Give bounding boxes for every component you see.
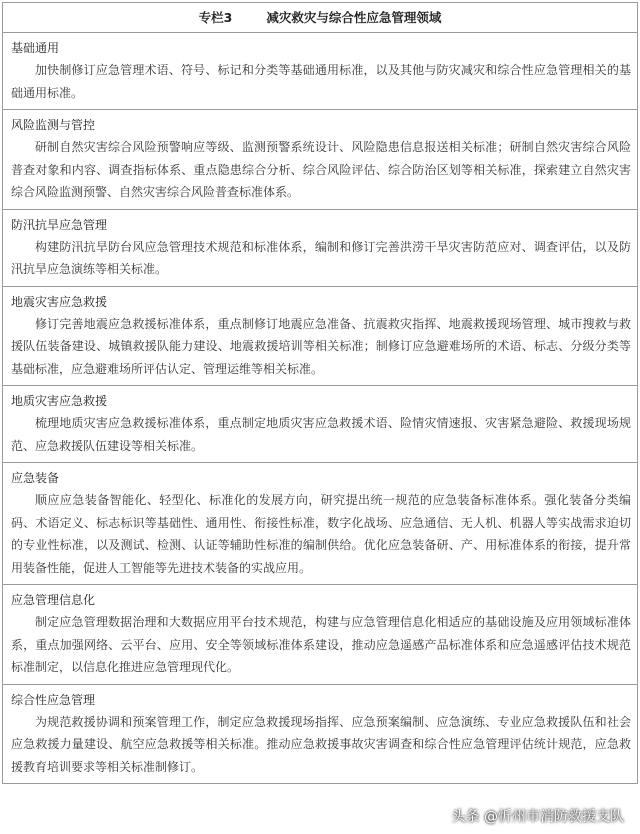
watermark-text: 头条 @忻州市消防救援支队: [451, 809, 624, 825]
section-risk-monitoring: [3, 110, 637, 210]
section-body: 梳理地质灾害应急救援标准体系，重点制定地质灾害应急救援术语、险情灾情速报、灾害紧急避险、救援现场规范、应急救援队伍建设等相关标准。: [11, 416, 631, 453]
section-heading: 综合性应急管理: [11, 692, 96, 707]
table-title-row: [3, 3, 637, 33]
title-label: 专栏3: [198, 10, 233, 25]
section-body: 顺应应急装备智能化、轻型化、标准化的发展方向，研究提出统一规范的应急装备标准体系。强化装备分类编码、术语定义、标志标识等基础性、通用性、衔接性标准，数字化战场、应急通信、无人机、机器人等实战需求迫切的专业性标准，以及测试、检测、认证等辅助性标准的编制供给。优化应急装备研、产、用标准体系的衔接，提升常用装备性能，促进人工智能等先进技术装备的实战应用。: [11, 493, 631, 575]
section-emergency-equipment: [3, 463, 637, 585]
section-heading: 基础通用: [11, 41, 60, 55]
section-body: 为规范救援协调和预案管理工作，制定应急救援现场指挥、应急预案编制、应急演练、专业应急救援队伍和社会应急救援力量建设、航空应急救援等相关标准。推动应急救援事故灾害调查和综合性应急管理评估统计规范，应急救援教育培训要求等相关标准制修订。: [11, 714, 631, 774]
section-basic-general: [3, 33, 637, 110]
watermark: [452, 806, 624, 826]
section-body: 研制自然灾害综合风险预警响应等级、监测预警系统设计、风险隐患信息报送相关标准；研制自然灾害综合风险普查对象和内容、调查指标体系、重点隐患综合分析、综合风险评估、综合防治区划等相关标准，探索建立自然灾害综合风险监测预警、自然灾害综合风险普查标准体系。: [11, 140, 631, 199]
section-heading: 防汛抗旱应急管理: [11, 217, 108, 232]
standards-table: [2, 2, 638, 784]
section-body: 构建防汛抗旱防台风应急管理技术规范和标准体系，编制和修订完善洪涝干旱灾害防范应对、调查评估，以及防汛抗旱应急演练等相关标准。: [11, 239, 631, 276]
section-flood-drought: [3, 210, 637, 287]
title-text: 减灾救灾与综合性应急管理领域: [266, 10, 442, 25]
section-heading: 应急装备: [11, 471, 60, 485]
section-heading: 地质灾害应急救援: [11, 394, 108, 408]
section-heading: 风险监测与管控: [11, 118, 96, 132]
section-informatization: [3, 585, 637, 685]
section-body: 制定应急管理数据治理和大数据应用平台技术规范，构建与应急管理信息化相适应的基础设施及应用领域标准体系，重点加强网络、云平台、应用、安全等领域标准体系建设，推动应急遥感产品标准体系和应急遥感评估技术规范标准制定，以信息化推进应急管理现代化。: [11, 615, 631, 674]
section-heading: 地震灾害应急救援: [11, 294, 108, 309]
section-body: 修订完善地震应急救援标准体系，重点制修订地震应急准备、抗震救灾指挥、地震救援现场管理、城市搜救与救援队伍装备建设、城镇救援队能力建设、地震救援培训等相关标准；制修订应急避难场所的术语、标志、分级分类等基础标准，应急避难场所评估认定、管理运维等相关标准。: [11, 316, 631, 376]
section-comprehensive-management: [3, 685, 637, 784]
section-earthquake-rescue: [3, 287, 637, 387]
section-heading: 应急管理信息化: [11, 593, 96, 607]
section-geological-rescue: [3, 386, 637, 463]
section-body: 加快制修订应急管理术语、符号、标记和分类等基础通用标准，以及其他与防灾减灾和综合性应急管理相关的基础通用标准。: [11, 63, 631, 100]
